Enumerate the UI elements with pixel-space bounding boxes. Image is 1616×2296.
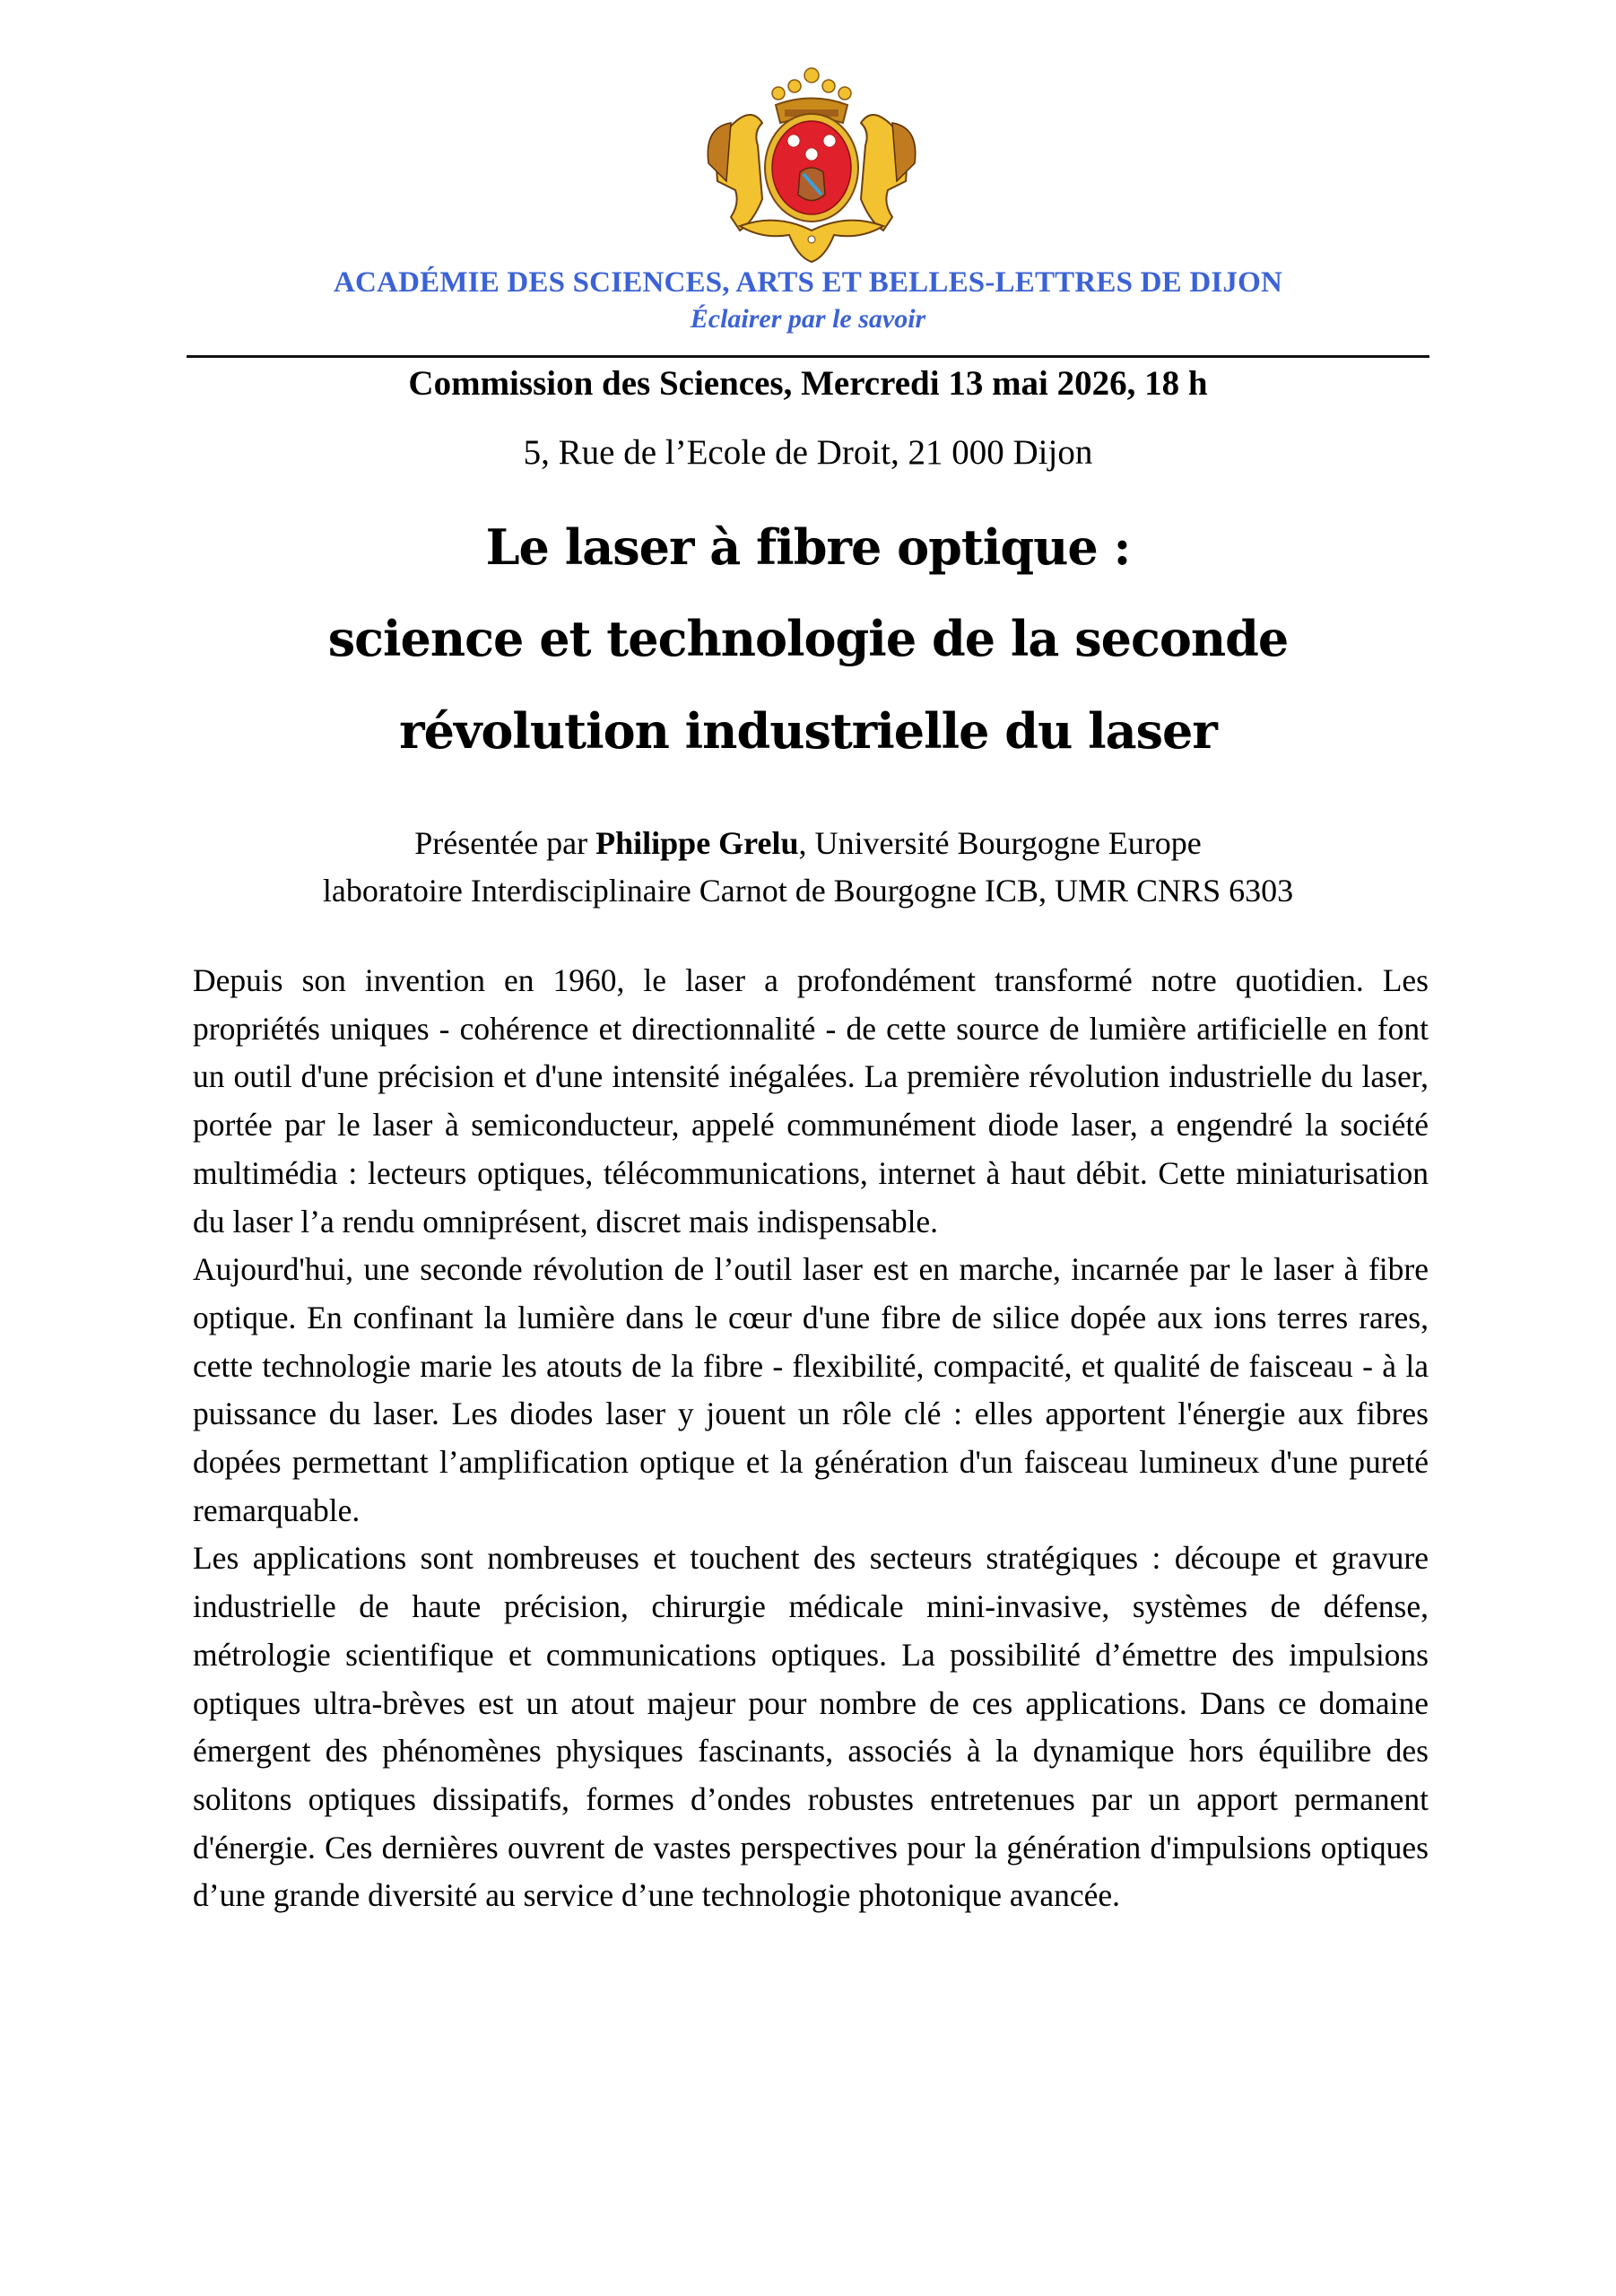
academy-name: ACADÉMIE DES SCIENCES, ARTS ET BELLES-LETTRES DE DIJON	[333, 266, 1283, 299]
abstract-body	[193, 957, 1429, 1920]
presenter-prefix: Présentée par	[414, 825, 596, 861]
griffin-right-icon	[861, 115, 916, 230]
abstract-paragraph-3: Les applications sont nombreuses et touchent des secteurs stratégiques : découpe et gravure industrielle de haute précision, chirurgie médicale mini-invasive, systèmes de défense, métrologie scientifique et communications optiques. La possibilité d’émettre des impulsions optiques ultra-brèves est un atout majeur pour nombre de ces applications. Dans ce domaine émergent des phénomènes physiques fascinants, associés à la dynamique hors équilibre des solitons optiques dissipatifs, formes d’ondes robustes entretenues par un apport permanent d'énergie. Ces dernières ouvrent de vastes perspectives pour la génération d'impulsions optiques d’une grande diversité au service d’une technologie photonique avancée.	[193, 1540, 1429, 1914]
griffin-left-icon	[708, 115, 762, 230]
presenter-line	[0, 822, 1616, 864]
title-line-3: révolution industrielle du laser	[399, 702, 1217, 760]
header-divider	[187, 355, 1429, 358]
presenter-name: Philippe Grelu	[595, 825, 799, 861]
coat-of-arms-icon	[699, 56, 924, 266]
abstract-paragraph-2: Aujourd'hui, une seconde révolution de l’outil laser est en marche, incarnée par le laser à fibre optique. En confinant la lumière dans le cœur d'une fibre de silice dopée aux ions terres rares, cette technologie marie les atouts de la fibre - flexibilité, compacité, et qualité de faisceau - à la puissance du laser. Les diodes laser y jouent un rôle clé : elles apportent l'énergie aux fibres dopées permettant l’amplification optique et la génération d'un faisceau lumineux d'une pureté remarquable.	[193, 1251, 1429, 1528]
abstract-paragraph-1: Depuis son invention en 1960, le laser a profondément transformé notre quotidien. Les propriétés uniques - cohérence et directionnalité - de cette source de lumière artificielle en font un outil d'une précision et d'une intensité inégalées. La première révolution industrielle du laser, portée par le laser à semiconducteur, appelé communément diode laser, a engendré la société multimédia : lecteurs optiques, télécommunications, internet à haut débit. Cette miniaturisation du laser l’a rendu omniprésent, discret mais indispensable.	[193, 962, 1429, 1239]
academy-motto: Éclairer par le savoir	[690, 304, 926, 334]
presenter-lab: laboratoire Interdisciplinaire Carnot de Bourgogne ICB, UMR CNRS 6303	[322, 873, 1294, 909]
presenter-affiliation: , Université Bourgogne Europe	[798, 825, 1202, 861]
event-address: 5, Rue de l’Ecole de Droit, 21 000 Dijon	[523, 433, 1093, 472]
event-date-line: Commission des Sciences, Mercredi 13 mai 2026, 18 h	[408, 364, 1208, 403]
ornament-icon	[740, 221, 883, 262]
title-line-1: Le laser à fibre optique :	[485, 518, 1131, 576]
shield-icon	[765, 114, 858, 222]
title-line-2: science et technologie de la seconde	[327, 610, 1289, 667]
